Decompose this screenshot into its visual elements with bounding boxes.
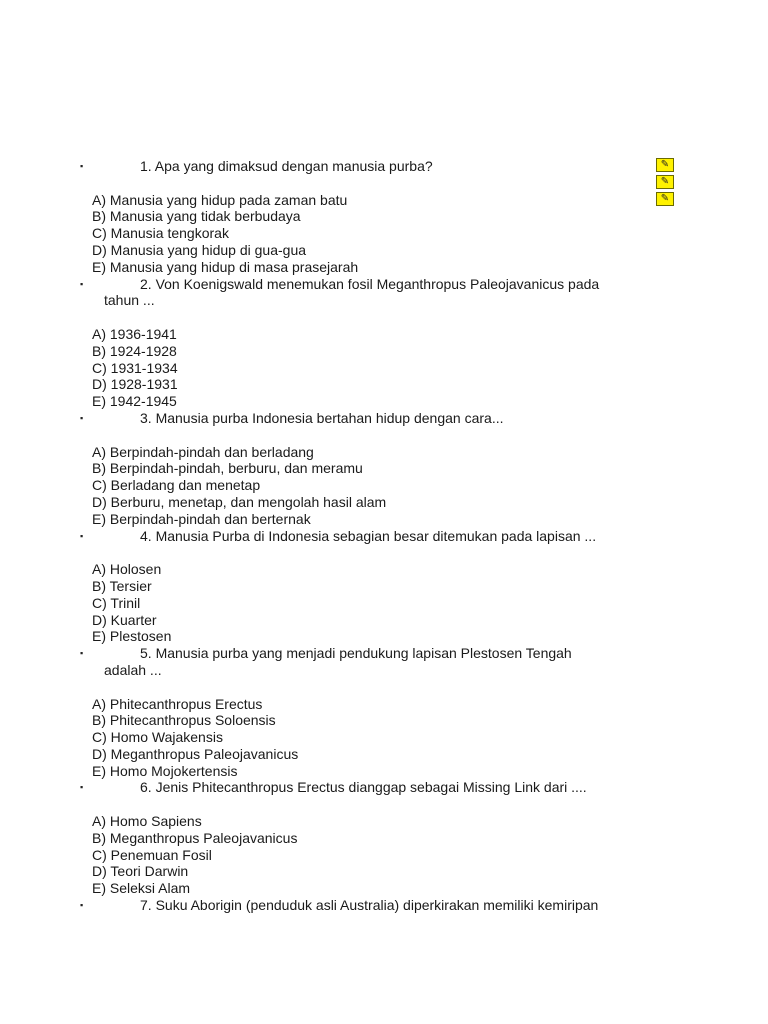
note-icon[interactable]: ✎ bbox=[656, 192, 674, 206]
option: E) Homo Mojokertensis bbox=[92, 762, 238, 779]
option: C) 1931-1934 bbox=[92, 359, 178, 376]
option: A) Manusia yang hidup pada zaman batu bbox=[92, 191, 348, 208]
bullet-icon: ▪ bbox=[80, 161, 84, 171]
question-text: 4. Manusia Purba di Indonesia sebagian besar ditemukan pada lapisan ... bbox=[140, 527, 597, 544]
bullet-icon: ▪ bbox=[80, 900, 84, 911]
option: C) Penemuan Fosil bbox=[92, 846, 212, 863]
option: E) Manusia yang hidup di masa prasejarah bbox=[92, 258, 359, 275]
options-list bbox=[92, 326, 680, 410]
question-5 bbox=[80, 645, 680, 779]
question-3 bbox=[80, 410, 680, 528]
bullet-icon: ▪ bbox=[80, 648, 84, 659]
option: B) Meganthropus Paleojavanicus bbox=[92, 829, 298, 846]
question-6 bbox=[80, 779, 680, 897]
options-list bbox=[92, 696, 680, 780]
question-text: 1. Apa yang dimaksud dengan manusia purba? bbox=[140, 158, 433, 174]
option: E) Plestosen bbox=[92, 628, 172, 645]
option: D) Berburu, menetap, dan mengolah hasil alam bbox=[92, 493, 387, 510]
options-list bbox=[92, 192, 680, 276]
question-text: 7. Suku Aborigin (penduduk asli Australia) diperkirakan memiliki kemiripan bbox=[140, 897, 599, 914]
option: B) Tersier bbox=[92, 577, 152, 594]
bullet-icon: ▪ bbox=[80, 278, 84, 289]
option: C) Berladang dan menetap bbox=[92, 477, 261, 494]
option: A) Homo Sapiens bbox=[92, 813, 202, 830]
quiz-list bbox=[80, 158, 680, 914]
option: C) Manusia tengkorak bbox=[92, 225, 229, 242]
option: B) Manusia yang tidak berbudaya bbox=[92, 208, 301, 225]
question-text bbox=[92, 276, 612, 310]
question-text: 3. Manusia purba Indonesia bertahan hidup dengan cara... bbox=[140, 409, 504, 426]
options-list bbox=[92, 813, 680, 897]
question-text: 6. Jenis Phitecanthropus Erectus dianggap sebagai Missing Link dari .... bbox=[140, 779, 587, 796]
note-icon[interactable]: ✎ bbox=[656, 175, 674, 189]
option: E) Seleksi Alam bbox=[92, 880, 191, 897]
question-text bbox=[92, 645, 612, 679]
option: D) Meganthropus Paleojavanicus bbox=[92, 745, 299, 762]
option: D) Teori Darwin bbox=[92, 863, 189, 880]
question-4 bbox=[80, 528, 680, 646]
option: E) 1942-1945 bbox=[92, 393, 177, 410]
bullet-icon: ▪ bbox=[80, 782, 84, 793]
option: B) Berpindah-pindah, berburu, dan meramu bbox=[92, 460, 363, 477]
option: A) Berpindah-pindah dan berladang bbox=[92, 443, 314, 460]
options-list bbox=[92, 444, 680, 528]
question-2 bbox=[80, 276, 680, 410]
option: C) Trinil bbox=[92, 594, 141, 611]
note-icon[interactable]: ✎ bbox=[656, 158, 674, 172]
option: A) Holosen bbox=[92, 561, 162, 578]
option: A) 1936-1941 bbox=[92, 325, 177, 342]
option: D) Manusia yang hidup di gua-gua bbox=[92, 241, 307, 258]
question-text-line2: tahun ... bbox=[104, 292, 155, 309]
bullet-icon: ▪ bbox=[80, 530, 84, 541]
option: B) Phitecanthropus Soloensis bbox=[92, 712, 276, 729]
question-1 bbox=[80, 158, 680, 276]
question-text-line1: 2. Von Koenigswald menemukan fosil Meganthropus Paleojavanicus pada bbox=[140, 275, 600, 292]
option: C) Homo Wajakensis bbox=[92, 729, 223, 746]
option: A) Phitecanthropus Erectus bbox=[92, 695, 263, 712]
question-7 bbox=[80, 897, 680, 914]
option: D) 1928-1931 bbox=[92, 376, 178, 393]
options-list bbox=[92, 561, 680, 645]
question-text-line1: 5. Manusia purba yang menjadi pendukung lapisan Plestosen Tengah bbox=[140, 645, 572, 662]
option: B) 1924-1928 bbox=[92, 342, 177, 359]
option: D) Kuarter bbox=[92, 611, 157, 628]
bullet-icon: ▪ bbox=[80, 412, 84, 423]
question-text-line2: adalah ... bbox=[104, 661, 162, 678]
option: E) Berpindah-pindah dan berternak bbox=[92, 510, 311, 527]
